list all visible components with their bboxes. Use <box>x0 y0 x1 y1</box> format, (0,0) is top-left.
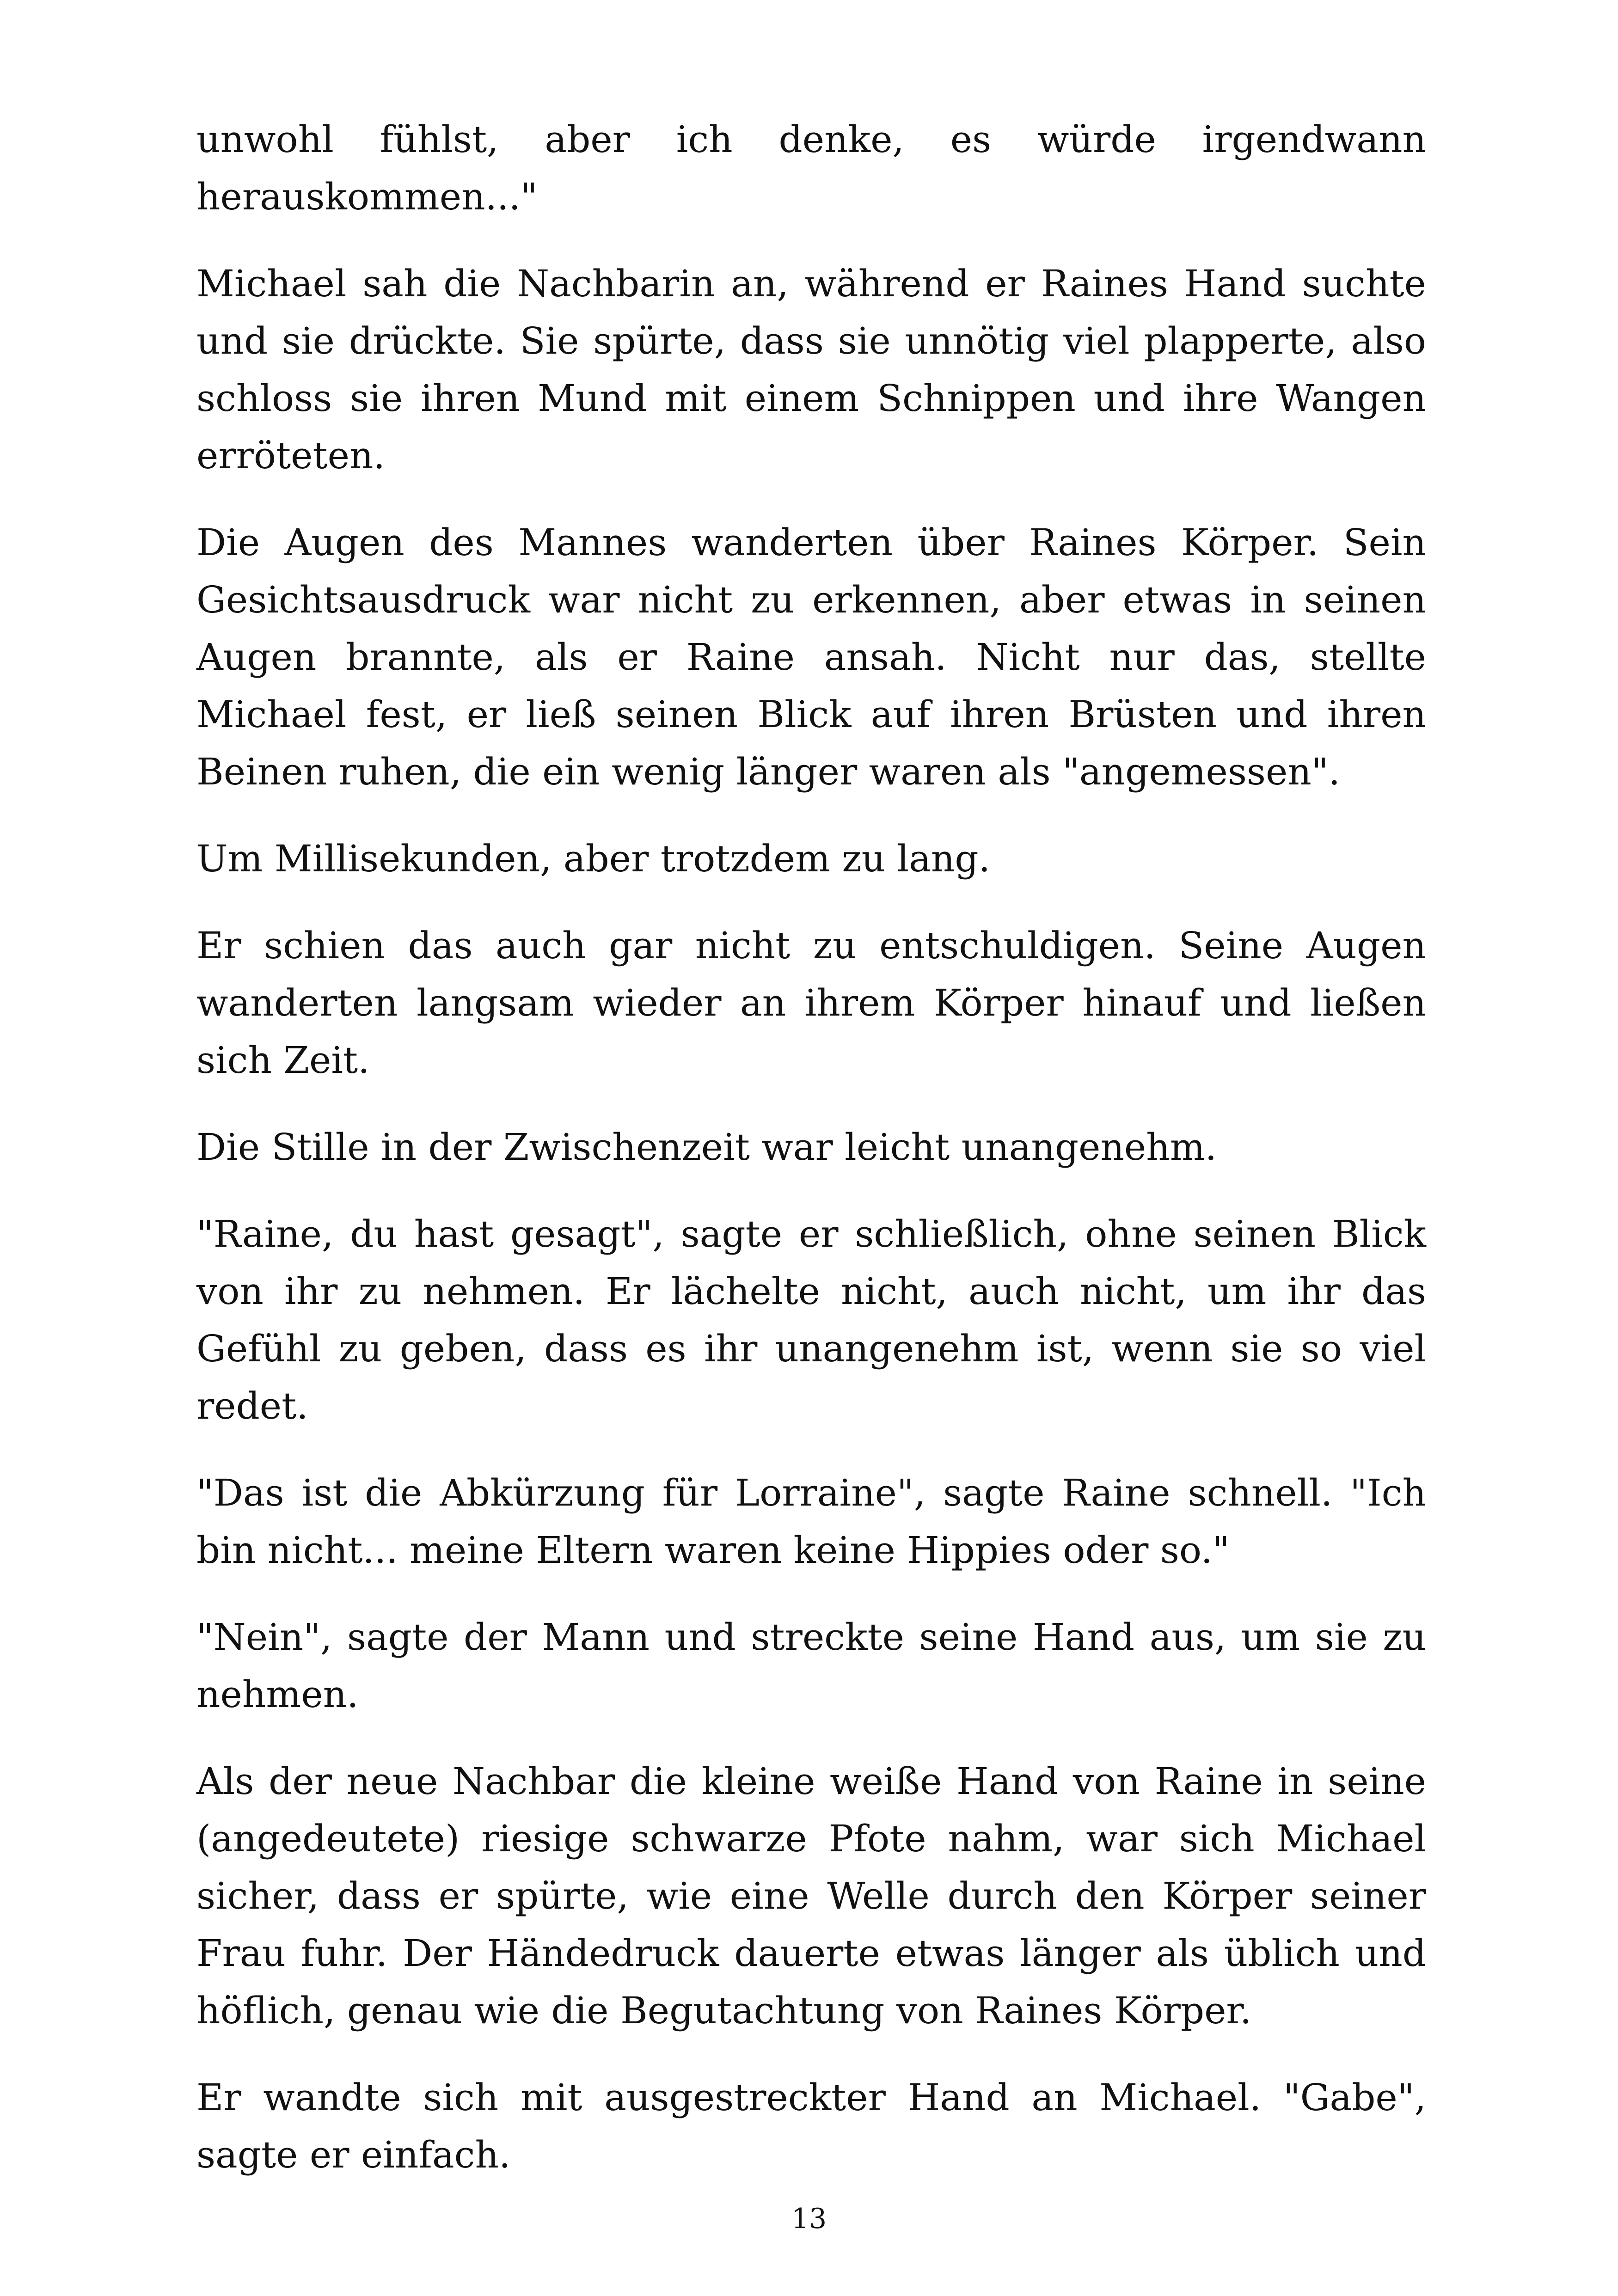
paragraph: Um Millisekunden, aber trotzdem zu lang. <box>196 837 990 880</box>
paragraph: Die Augen des Mannes wanderten über Raines Körper. Sein Gesichtsausdruck war nicht zu erkennen, aber etwas in seinen Augen brannte, als er Raine ansah. Nicht nur das, stellte Michael fest, er ließ seinen Blick auf ihren Brüsten und ihren Beinen ruhen, die ein wenig länger waren als "angemessen". <box>196 521 1426 793</box>
paragraph: "Nein", sagte der Mann und streckte seine Hand aus, um sie zu nehmen. <box>196 1616 1426 1716</box>
paragraph: Er wandte sich mit ausgestreckter Hand an Michael. "Gabe", sagte er einfach. <box>196 2076 1426 2176</box>
paragraph: Als der neue Nachbar die kleine weiße Hand von Raine in seine (angedeutete) riesige schwarze Pfote nahm, war sich Michael sicher, dass er spürte, wie eine Welle durch den Körper seiner Frau fuhr. Der Händedruck dauerte etwas länger als üblich und höflich, genau wie die Begutachtung von Raines Körper. <box>196 1760 1426 2032</box>
page-number: 13 <box>791 2203 827 2235</box>
paragraph: "Raine, du hast gesagt", sagte er schließlich, ohne seinen Blick von ihr zu nehmen. Er lächelte nicht, auch nicht, um ihr das Gefühl zu geben, dass es ihr unangenehm ist, wenn sie so viel redet. <box>196 1212 1426 1427</box>
paragraph: unwohl fühlst, aber ich denke, es würde irgendwann herauskommen..." <box>196 118 1426 218</box>
paragraph: Er schien das auch gar nicht zu entschuldigen. Seine Augen wanderten langsam wieder an ihrem Körper hinauf und ließen sich Zeit. <box>196 924 1426 1082</box>
body-text <box>196 111 1426 2213</box>
paragraph: Michael sah die Nachbarin an, während er Raines Hand suchte und sie drückte. Sie spürte, dass sie unnötig viel plapperte, also schloss sie ihren Mund mit einem Schnippen und ihre Wangen erröteten. <box>196 262 1426 477</box>
paragraph: Die Stille in der Zwischenzeit war leicht unangenehm. <box>196 1126 1217 1169</box>
paragraph: "Das ist die Abkürzung für Lorraine", sagte Raine schnell. "Ich bin nicht... meine Eltern waren keine Hippies oder so." <box>196 1471 1426 1572</box>
